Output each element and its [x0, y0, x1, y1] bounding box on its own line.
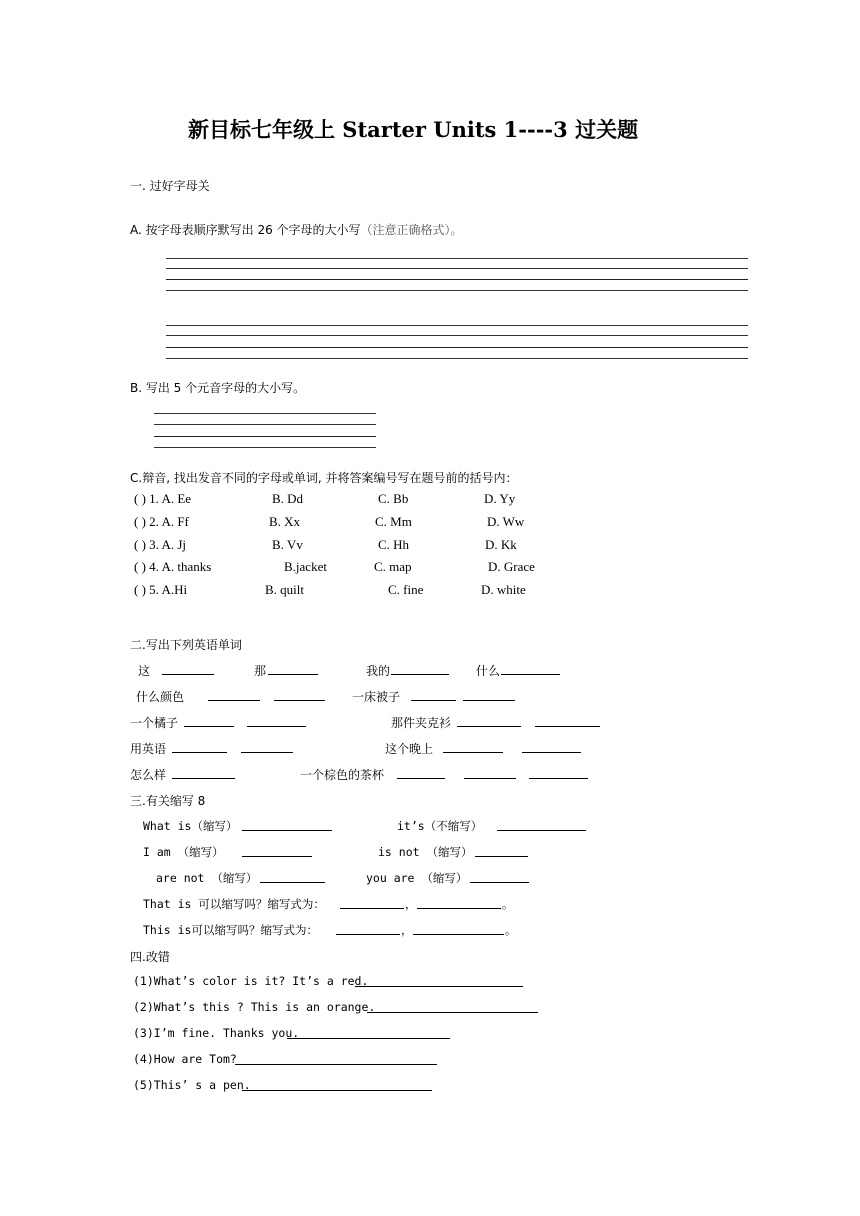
option-b: B. Vv [272, 537, 303, 552]
answer-blank[interactable] [162, 662, 214, 675]
option-b: B. quilt [265, 582, 305, 597]
word-what-color: 什么颜色 [136, 690, 185, 704]
correction-item-1: (1)What’s color is it? It’s a red. [133, 974, 369, 988]
contraction-are-not: are not （缩写） [156, 871, 258, 885]
answer-blank[interactable] [457, 714, 521, 727]
correction-item-5: (5)This’ s a pen. [133, 1078, 251, 1092]
word-that-jacket: 那件夹克衫 [391, 716, 452, 730]
word-in-english: 用英语 [130, 742, 167, 756]
answer-blank[interactable] [501, 662, 560, 675]
question-number[interactable]: ( ) 5. A.Hi [134, 582, 188, 597]
answer-blank[interactable] [242, 1078, 432, 1091]
answer-blank[interactable] [535, 714, 600, 727]
option-d: D. Yy [484, 491, 516, 506]
contraction-i-am: I am （缩写） [143, 845, 224, 859]
answer-blank[interactable] [529, 766, 588, 779]
answer-blank[interactable] [184, 714, 234, 727]
correction-item-3: (3)I’m fine. Thanks you. [133, 1026, 300, 1040]
word-that: 那 [254, 664, 267, 678]
question-number[interactable]: ( ) 2. A. Ff [134, 514, 189, 529]
part-c-instruction: C.辩音, 找出发音不同的字母或单词, 并将答案编号写在题号前的括号内： [130, 471, 518, 485]
section-3-heading: 三.有关缩写 8 [130, 794, 206, 808]
answer-blank[interactable] [463, 688, 515, 701]
option-c: C. Mm [375, 514, 412, 529]
answer-blank[interactable] [274, 688, 325, 701]
contraction-this-is: This is可以缩写吗？缩写式为： [143, 923, 318, 937]
option-b: B. Xx [269, 514, 301, 529]
answer-blank[interactable] [522, 740, 581, 753]
answer-blank[interactable] [336, 922, 400, 935]
option-d: D. white [481, 582, 526, 597]
option-c: C. Bb [378, 491, 409, 506]
answer-blank[interactable] [172, 766, 235, 779]
option-d: D. Ww [487, 514, 525, 529]
answer-blank[interactable] [287, 1026, 450, 1039]
answer-blank[interactable] [443, 740, 503, 753]
part-a-hint: （注意正确格式）。 [360, 223, 463, 237]
answer-blank[interactable] [340, 896, 404, 909]
question-number[interactable]: ( ) 3. A. Jj [134, 537, 186, 552]
contraction-its: it’s（不缩写） [397, 819, 483, 833]
option-b: B. Dd [272, 491, 304, 506]
word-an-orange: 一个橘子 [130, 716, 179, 730]
part-b-instruction: B. 写出 5 个元音字母的大小写。 [130, 381, 306, 395]
period: 。 [505, 923, 517, 937]
contraction-what-is: What is（缩写） [143, 819, 238, 833]
answer-blank[interactable] [172, 740, 227, 753]
contraction-that-is: That is 可以缩写吗？缩写式为： [143, 897, 325, 911]
answer-blank[interactable] [497, 818, 586, 831]
answer-blank[interactable] [241, 740, 293, 753]
answer-blank[interactable] [413, 922, 504, 935]
word-what: 什么 [476, 664, 501, 678]
contraction-is-not: is not （缩写） [378, 845, 473, 859]
answer-blank[interactable] [355, 974, 523, 987]
word-a-brown-mug: 一个棕色的茶杯 [300, 768, 385, 782]
word-a-quilt: 一床被子 [352, 690, 401, 704]
answer-blank[interactable] [208, 688, 260, 701]
contraction-you-are: you are （缩写） [366, 871, 468, 885]
word-my: 我的 [366, 664, 391, 678]
word-this: 这 [138, 664, 151, 678]
answer-blank[interactable] [268, 662, 318, 675]
option-c: C. fine [388, 582, 424, 597]
comma: ， [401, 923, 413, 937]
option-d: D. Grace [488, 559, 535, 574]
section-2-heading: 二.写出下列英语单词 [130, 638, 242, 652]
answer-blank[interactable] [235, 1052, 437, 1065]
answer-blank[interactable] [391, 662, 449, 675]
comma: ， [405, 897, 417, 911]
section-4-heading: 四.改错 [130, 950, 170, 964]
period: 。 [502, 897, 514, 911]
answer-blank[interactable] [242, 844, 312, 857]
part-a-label: A. 按字母表顺序默写出 26 个字母的大小写 [130, 223, 361, 237]
answer-blank[interactable] [242, 818, 332, 831]
answer-blank[interactable] [411, 688, 456, 701]
question-number[interactable]: ( ) 4. A. thanks [134, 559, 212, 574]
answer-blank[interactable] [475, 844, 528, 857]
option-c: C. Hh [378, 537, 410, 552]
answer-blank[interactable] [464, 766, 516, 779]
option-b: B.jacket [284, 559, 327, 574]
page-title: 新目标七年级上 Starter Units 1----3 过关题 [188, 117, 639, 142]
answer-blank[interactable] [397, 766, 445, 779]
answer-blank[interactable] [417, 896, 501, 909]
section-1-heading: 一. 过好字母关 [130, 179, 210, 193]
answer-blank[interactable] [247, 714, 306, 727]
correction-item-4: (4)How are Tom? [133, 1052, 237, 1066]
part-a-instruction [130, 221, 463, 238]
word-this-evening: 这个晚上 [385, 742, 434, 756]
word-how-about: 怎么样 [130, 768, 167, 782]
correction-item-2: (2)What’s this ? This is an orange. [133, 1000, 376, 1014]
answer-blank[interactable] [367, 1000, 538, 1013]
answer-blank[interactable] [470, 870, 529, 883]
answer-blank[interactable] [260, 870, 325, 883]
option-c: C. map [374, 559, 412, 574]
question-number[interactable]: ( ) 1. A. Ee [134, 491, 192, 506]
option-d: D. Kk [485, 537, 517, 552]
